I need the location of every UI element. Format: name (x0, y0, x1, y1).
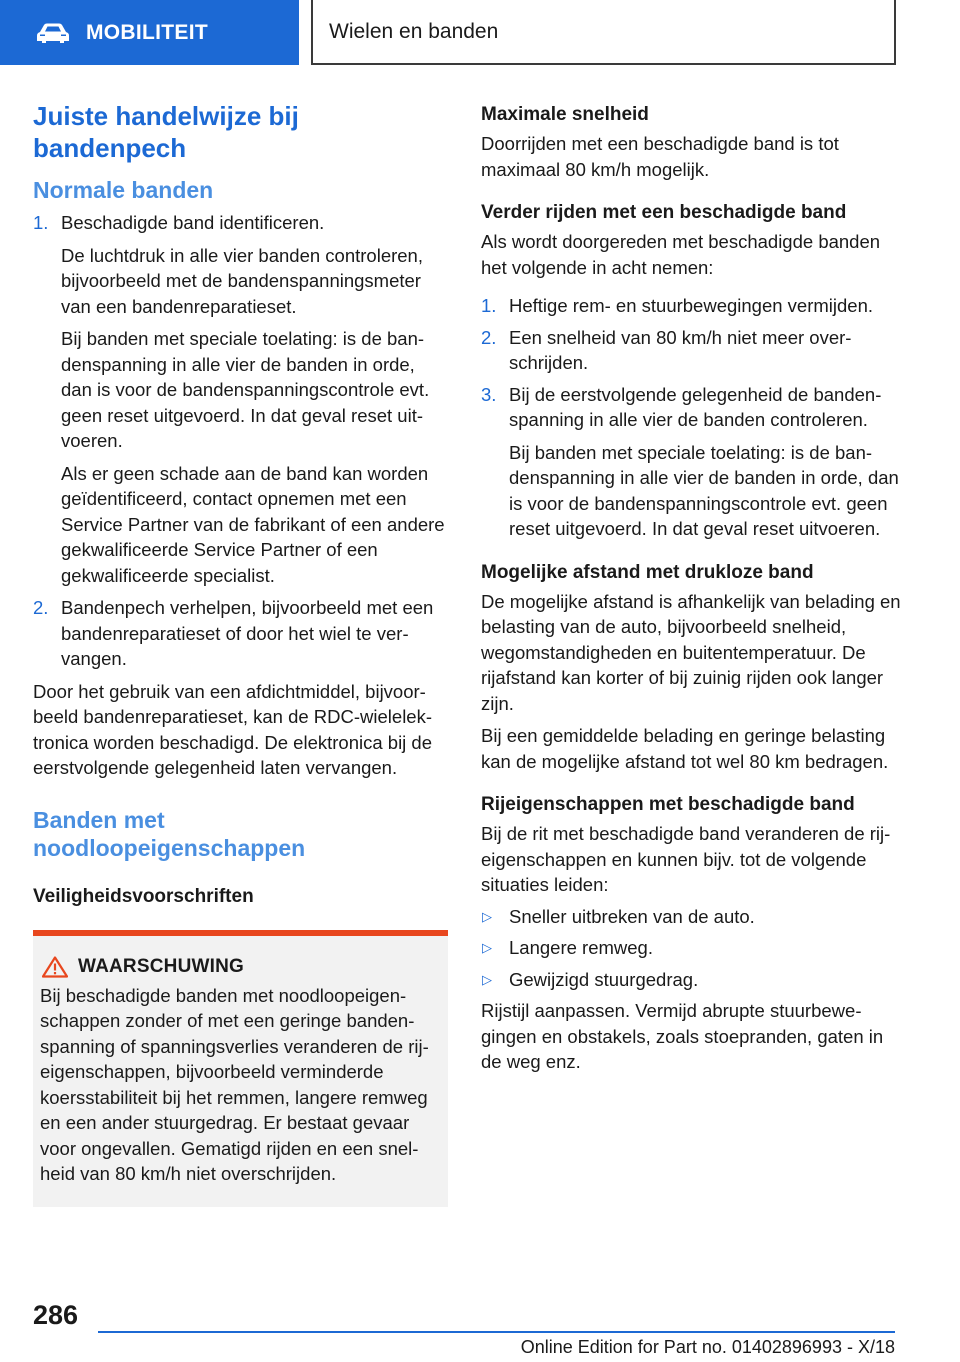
handling-closing: Rijstijl aanpassen. Vermijd abrupte stuurbewegingen en obstakels, zoals stoepranden, gaten in de weg enz. (481, 1000, 884, 1072)
continue-steps (481, 293, 901, 542)
section-tab[interactable] (0, 0, 299, 65)
sealant-note: Door het gebruik van een afdichtmiddel, bijvoorbeeld bandenreparatieset, kan de RDC-wielelektronica worden beschadigd. De elektronica bij de eerstvolgende gelegenheid laten vervangen. (33, 680, 433, 778)
list-item (481, 382, 901, 542)
list-number: 1. (481, 295, 497, 316)
handling-text: Bij de rit met beschadigde band veranderen de rij-eigenschappen en kunnen bijv. tot de volgende situaties leiden: (481, 823, 891, 895)
chapter-title: Wielen en banden (329, 19, 499, 43)
step-text: Een snelheid van 80 km/h niet meer overschrijden. (509, 326, 852, 373)
list-number: 2. (33, 597, 49, 618)
warning-triangle-icon (42, 956, 68, 978)
warning-text: Bij beschadigde banden met noodloopeigenschappen zonder of met een geringe bandenspanning of spanningsverlies veranderen de rijeigenschappen, bijvoorbeeld verminderde koersstabiliteit bij het remmen, langere remweg en een ander stuurgedrag. Er bestaat gevaar voor ongevallen. Gematigd rijden en een snelheid van 80 km/h niet overschrijden. (40, 984, 429, 1184)
list-item (481, 935, 901, 961)
max-speed-text: Doorrijden met een beschadigde band is tot maximaal 80 km/h mogelijk. (481, 133, 839, 180)
triangle-bullet-icon: ▷ (482, 940, 492, 955)
left-column (33, 100, 448, 1207)
page-title: Juiste handelwijze bij bandenpech (33, 101, 299, 163)
section-label: MOBILITEIT (86, 20, 208, 44)
warning-title (40, 956, 440, 978)
bullet-text: Sneller uitbreken van de auto. (509, 905, 755, 927)
page-number: 286 (33, 1300, 79, 1330)
right-column (481, 102, 901, 1075)
step-subparagraph: Bij banden met speciale toelating: is de bandenspanning in alle vier de banden in orde, dan is voor de bandenspanningscontrole evt. geen reset uitgevoerd. In dat geval reset uitvoeren. (61, 328, 430, 451)
triangle-bullet-icon: ▷ (482, 908, 492, 924)
list-number: 2. (481, 326, 497, 348)
footer-divider (98, 1331, 895, 1333)
normal-tyres-heading: Normale banden (33, 177, 214, 203)
max-speed-heading: Maximale snelheid (481, 104, 649, 125)
list-number: 1. (33, 212, 49, 233)
warning-box (33, 930, 448, 1207)
warning-title-text: WAARSCHUWING (78, 955, 244, 977)
triangle-bullet-icon: ▷ (482, 971, 492, 987)
chapter-title-box (311, 0, 896, 65)
list-item (481, 904, 901, 930)
step-text: Heftige rem- en stuurbewegingen vermijden. (509, 295, 874, 316)
list-number: 3. (481, 383, 497, 405)
list-item (33, 595, 448, 672)
step-text: Bandenpech verhelpen, bijvoorbeeld met een bandenreparatieset of door het wiel te vervangen. (61, 597, 434, 669)
handling-heading: Rijeigenschappen met beschadigde band (481, 794, 855, 815)
list-item (33, 210, 448, 588)
edition-text: Online Edition for Part no. 01402896993 - X/18 (520, 1337, 895, 1357)
bullet-text: Gewijzigd stuurgedrag. (509, 968, 699, 990)
step-text: Bij de eerstvolgende gelegenheid de bandenspanning in alle vier de banden controleren. (509, 383, 882, 430)
runflat-heading: Banden met noodloopeigenschappen (33, 806, 306, 861)
distance-text-1: De mogelijke afstand is afhankelijk van belading en belasting van de auto, bijvoorbeeld snelheid, wegomstandigheden en buitentemperatuur. De rijafstand kan korter of bij zuinig rijden ook langer zijn. (481, 590, 901, 714)
step-text: Beschadigde band identificeren. (61, 212, 325, 233)
distance-heading: Mogelijke afstand met drukloze band (481, 561, 814, 583)
handling-bullets (481, 904, 901, 993)
list-item (481, 325, 901, 376)
continue-heading: Verder rijden met een beschadigde band (481, 202, 847, 223)
list-item (481, 967, 901, 993)
step-subparagraph: Als er geen schade aan de band kan worden geïdentificeerd, contact opnemen met een Service Partner van de fabrikant of een andere gekwalificeerde Service Partner of een gekwalificeerde specialist. (61, 462, 445, 586)
distance-text-2: Bij een gemiddelde belading en geringe belasting kan de mogelijke afstand tot wel 80 km bedragen. (481, 725, 889, 772)
continue-text: Als wordt doorgereden met beschadigde banden het volgende in acht nemen: (481, 231, 881, 278)
step-subparagraph: De luchtdruk in alle vier banden controleren, bijvoorbeeld met de bandenspanningsmeter van een bandenreparatieset. (61, 244, 423, 317)
normal-tyres-steps (33, 210, 448, 672)
safety-heading: Veiligheidsvoorschriften (33, 885, 254, 907)
step-subparagraph: Bij banden met speciale toelating: is de bandenspanning in alle vier de banden in orde, dan is voor de bandenspanningscontrole evt. geen reset uitgevoerd. In dat geval reset uitvoeren. (509, 441, 899, 539)
car-icon (36, 22, 70, 44)
bullet-text: Langere remweg. (509, 937, 653, 958)
list-item (481, 293, 901, 319)
